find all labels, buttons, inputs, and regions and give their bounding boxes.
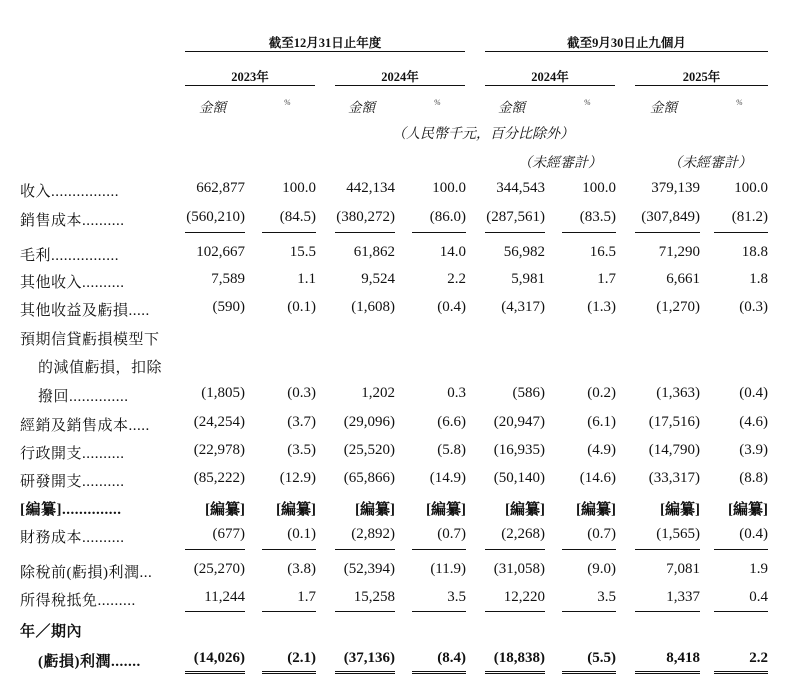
row-label-period-line2: (虧損)利潤....... [38, 654, 141, 670]
subtotal-rule [185, 611, 245, 612]
subtotal-rule [714, 549, 768, 550]
total-double-rule [412, 671, 466, 674]
cell: (586) [512, 385, 545, 401]
cell: (4.6) [739, 414, 768, 430]
cell: (84.5) [279, 209, 316, 225]
cell: [編纂] [276, 502, 316, 518]
cell: (1,608) [351, 299, 395, 315]
year-2025-9m: 2025年 [682, 70, 721, 84]
cell: (22,978) [193, 442, 245, 458]
cell: (0.4) [739, 385, 768, 401]
cell: (287,561) [486, 209, 545, 225]
subtotal-rule [412, 611, 466, 612]
cell: (307,849) [641, 209, 700, 225]
cell: (560,210) [186, 209, 245, 225]
cell: 56,982 [503, 244, 545, 260]
unaudited-note: （未經審計） [668, 156, 752, 171]
total-double-rule [714, 671, 768, 674]
cell: (8.8) [739, 470, 768, 486]
percent-label: % [736, 98, 743, 107]
subtotal-rule [262, 549, 316, 550]
cell: 61,862 [353, 244, 395, 260]
subtotal-rule [262, 611, 316, 612]
subtotal-rule [562, 232, 616, 233]
cell: 442,134 [346, 180, 395, 196]
row-label-period-line1: 年／期內 [20, 624, 83, 640]
cell: (37,136) [343, 650, 395, 666]
cell: 1.9 [749, 561, 768, 577]
cell: (25,270) [193, 561, 245, 577]
amount-label: 金額 [498, 100, 525, 115]
percent-label: % [584, 98, 591, 107]
percent-label: % [434, 98, 441, 107]
year-2023: 2023年 [231, 70, 269, 84]
cell: (52,394) [343, 561, 395, 577]
cell: 662,877 [196, 180, 245, 196]
cell: 1,337 [666, 589, 700, 605]
subtotal-rule [635, 549, 700, 550]
cell: [編纂] [505, 502, 545, 518]
cell: (2.1) [287, 650, 316, 666]
cell: 6,661 [666, 271, 700, 287]
amount-label: 金額 [348, 100, 375, 115]
unaudited-note: （未經審計） [518, 156, 602, 171]
cell: 1.7 [297, 589, 316, 605]
cell: (2,892) [351, 526, 395, 542]
cell: 100.0 [582, 180, 616, 196]
row-label-pre-tax: 除稅前(虧損)利潤... [20, 565, 153, 581]
row-label-other-gains-losses: 其他收益及虧損..... [20, 303, 150, 319]
cell: (3.8) [287, 561, 316, 577]
cell: (0.7) [587, 526, 616, 542]
header-group-annual: 截至12月31日止年度 [268, 36, 382, 50]
cell: 1.7 [597, 271, 616, 287]
cell: [編纂] [355, 502, 395, 518]
subtotal-rule [412, 232, 466, 233]
row-label-redacted: [編纂].............. [20, 502, 122, 518]
row-label-ecl-line1: 預期信貸虧損模型下 [20, 332, 160, 348]
subtotal-rule [485, 549, 545, 550]
cell: (8.4) [437, 650, 466, 666]
total-double-rule [262, 671, 316, 674]
cell: 16.5 [589, 244, 616, 260]
cell: (380,272) [336, 209, 395, 225]
cell: 379,139 [651, 180, 700, 196]
cell: (677) [212, 526, 245, 542]
cell: 11,244 [204, 589, 245, 605]
year-2024: 2024年 [381, 70, 419, 84]
cell: 3.5 [447, 589, 466, 605]
subtotal-rule [485, 611, 545, 612]
cell: (4,317) [501, 299, 545, 315]
cell: (5.5) [587, 650, 616, 666]
cell: (0.3) [739, 299, 768, 315]
cell: (6.1) [587, 414, 616, 430]
cell: (14.6) [579, 470, 616, 486]
cell: 1.1 [297, 271, 316, 287]
cell: (0.2) [587, 385, 616, 401]
total-double-rule [635, 671, 700, 674]
cell: [編纂] [660, 502, 700, 518]
cell: (3.7) [287, 414, 316, 430]
cell: (86.0) [429, 209, 466, 225]
cell: (1,565) [656, 526, 700, 542]
cell: (14,026) [193, 650, 245, 666]
cell: (0.4) [437, 299, 466, 315]
cell: 9,524 [361, 271, 395, 287]
subtotal-rule [412, 549, 466, 550]
cell: 2.2 [447, 271, 466, 287]
cell: 18.8 [741, 244, 768, 260]
cell: 5,981 [511, 271, 545, 287]
amount-label: 金額 [199, 100, 226, 115]
cell: (16,935) [493, 442, 545, 458]
cell: (0.7) [437, 526, 466, 542]
cell: [編纂] [205, 502, 245, 518]
cell: 15,258 [353, 589, 395, 605]
cell: (5.8) [437, 442, 466, 458]
row-label-gross-profit: 毛利................ [20, 248, 120, 264]
cell: (0.1) [287, 299, 316, 315]
cell: 12,220 [503, 589, 545, 605]
cell: (29,096) [343, 414, 395, 430]
cell: (0.1) [287, 526, 316, 542]
subtotal-rule [185, 232, 245, 233]
cell: (31,058) [493, 561, 545, 577]
subtotal-rule [635, 611, 700, 612]
total-double-rule [185, 671, 245, 674]
cell: (3.5) [287, 442, 316, 458]
cell: (20,947) [493, 414, 545, 430]
cell: (18,838) [493, 650, 545, 666]
cell: (2,268) [501, 526, 545, 542]
row-label-admin-expenses: 行政開支.......... [20, 446, 125, 462]
cell: 102,667 [196, 244, 245, 260]
row-label-finance-costs: 財務成本.......... [20, 530, 125, 546]
cell: (14.9) [429, 470, 466, 486]
year-rule [635, 85, 768, 86]
subtotal-rule [335, 611, 395, 612]
cell: (11.9) [430, 561, 466, 577]
cell: [編纂] [576, 502, 616, 518]
cell: 15.5 [289, 244, 316, 260]
row-label-revenue: 收入................ [20, 184, 120, 200]
header-rule [485, 51, 768, 52]
cell: 8,418 [666, 650, 700, 666]
cell: (1.3) [587, 299, 616, 315]
cell: [編纂] [426, 502, 466, 518]
percent-label: % [284, 98, 291, 107]
cell: 2.2 [749, 650, 768, 666]
row-label-distribution-costs: 經銷及銷售成本..... [20, 418, 150, 434]
year-rule [335, 85, 465, 86]
subtotal-rule [562, 549, 616, 550]
cell: (3.9) [739, 442, 768, 458]
currency-note: （人民幣千元，百分比除外） [392, 127, 574, 142]
cell: (590) [212, 299, 245, 315]
cell: 100.0 [734, 180, 768, 196]
row-label-income-tax-credit: 所得稅抵免......... [20, 593, 136, 609]
cell: 0.4 [749, 589, 768, 605]
cell: (1,363) [656, 385, 700, 401]
cell: 7,589 [211, 271, 245, 287]
cell: (33,317) [648, 470, 700, 486]
cell: 3.5 [597, 589, 616, 605]
cell: (85,222) [193, 470, 245, 486]
cell: (81.2) [731, 209, 768, 225]
cell: (14,790) [648, 442, 700, 458]
header-group-nine-months: 截至9月30日止九個月 [567, 36, 686, 50]
cell: (17,516) [648, 414, 700, 430]
cell: (50,140) [493, 470, 545, 486]
cell: (83.5) [579, 209, 616, 225]
cell: 0.3 [447, 385, 466, 401]
cell: 100.0 [432, 180, 466, 196]
row-label-ecl-line3: 撥回.............. [38, 389, 129, 405]
year-rule [485, 85, 615, 86]
cell: 7,081 [666, 561, 700, 577]
subtotal-rule [714, 232, 768, 233]
cell: 100.0 [282, 180, 316, 196]
cell: 14.0 [439, 244, 466, 260]
cell: (65,866) [343, 470, 395, 486]
subtotal-rule [185, 549, 245, 550]
cell: 344,543 [496, 180, 545, 196]
total-double-rule [562, 671, 616, 674]
row-label-other-income: 其他收入.......... [20, 275, 125, 291]
row-label-cost-of-sales: 銷售成本.......... [20, 213, 125, 229]
year-rule [185, 85, 315, 86]
amount-label: 金額 [650, 100, 677, 115]
cell: (24,254) [193, 414, 245, 430]
cell: (1,270) [656, 299, 700, 315]
cell: (12.9) [279, 470, 316, 486]
subtotal-rule [562, 611, 616, 612]
cell: [編纂] [728, 502, 768, 518]
total-double-rule [335, 671, 395, 674]
cell: 1,202 [361, 385, 395, 401]
cell: (6.6) [437, 414, 466, 430]
cell: 1.8 [749, 271, 768, 287]
header-rule [185, 51, 465, 52]
cell: 71,290 [658, 244, 700, 260]
total-double-rule [485, 671, 545, 674]
row-label-rnd-expenses: 研發開支.......... [20, 474, 125, 490]
subtotal-rule [335, 232, 395, 233]
subtotal-rule [335, 549, 395, 550]
row-label-ecl-line2: 的減值虧損，扣除 [38, 360, 163, 376]
cell: (25,520) [343, 442, 395, 458]
cell: (4.9) [587, 442, 616, 458]
subtotal-rule [262, 232, 316, 233]
subtotal-rule [635, 232, 700, 233]
cell: (0.4) [739, 526, 768, 542]
subtotal-rule [714, 611, 768, 612]
subtotal-rule [485, 232, 545, 233]
year-2024-9m: 2024年 [531, 70, 569, 84]
cell: (9.0) [587, 561, 616, 577]
cell: (1,805) [201, 385, 245, 401]
cell: (0.3) [287, 385, 316, 401]
